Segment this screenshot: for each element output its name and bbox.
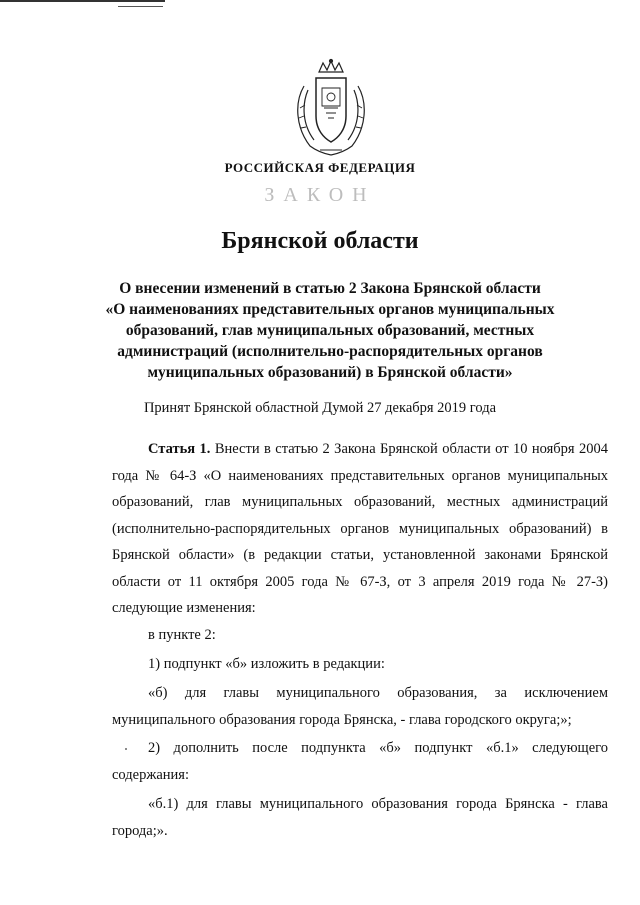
law-title-line: образований, глав муниципальных образований, местных <box>125 322 535 339</box>
subpoint-b1-text: «б.1) для главы муниципального образования города Брянска - глава города;». <box>112 796 608 839</box>
law-title-line: «О наименованиях представительных органов муниципальных <box>105 301 555 318</box>
scan-artifact-line <box>0 0 165 2</box>
article-1-paragraph <box>112 436 608 622</box>
subpoint-2-text: 2) дополнить после подпункта «б» подпункт «б.1» следующего содержания: <box>112 740 608 783</box>
region-name: Брянской области <box>221 228 419 254</box>
point-2-text: в пункте 2: <box>148 627 216 643</box>
subpoint-1-paragraph <box>112 651 608 678</box>
law-title-line: муниципальных образований) в Брянской области» <box>147 364 513 381</box>
scan-artifact-line <box>118 6 163 7</box>
law-title-line: администраций (исполнительно-распорядительных органов <box>117 343 543 360</box>
adoption-date-line: Принят Брянской областной Думой 27 декабря 2019 года <box>143 400 497 416</box>
subpoint-2-new-text <box>112 791 608 844</box>
law-heading: ЗАКОН <box>264 184 376 206</box>
point-2-paragraph <box>112 622 608 649</box>
coat-of-arms-icon <box>290 58 372 158</box>
subpoint-2-paragraph <box>112 735 608 788</box>
subpoint-1-new-text <box>112 680 608 733</box>
law-title-line: О внесении изменений в статью 2 Закона Брянской области <box>119 280 541 297</box>
law-title <box>80 278 580 383</box>
article-text: Внести в статью 2 Закона Брянской области от 10 ноября 2004 года № 64-З «О наименованиях представительных органов муниципальных образований, глав муниципальных образований, местных администраций (исполнительно-распорядительных органов муниципальных образований) в Брянской области» (в редакции статьи, установленной законами Брянской области от 11 октября 2005 года № 67-З, от 3 апреля 2019 года № 27-З) следующие изменения: <box>112 441 609 616</box>
subpoint-1-text: 1) подпункт «б» изложить в редакции: <box>148 656 385 672</box>
country-name: РОССИЙСКАЯ ФЕДЕРАЦИЯ <box>224 160 416 175</box>
subpoint-b-text: «б) для главы муниципального образования, за исключением муниципального образования города Брянска, - глава городского округа;»; <box>112 685 608 728</box>
article-lead: Статья 1. <box>148 441 211 457</box>
